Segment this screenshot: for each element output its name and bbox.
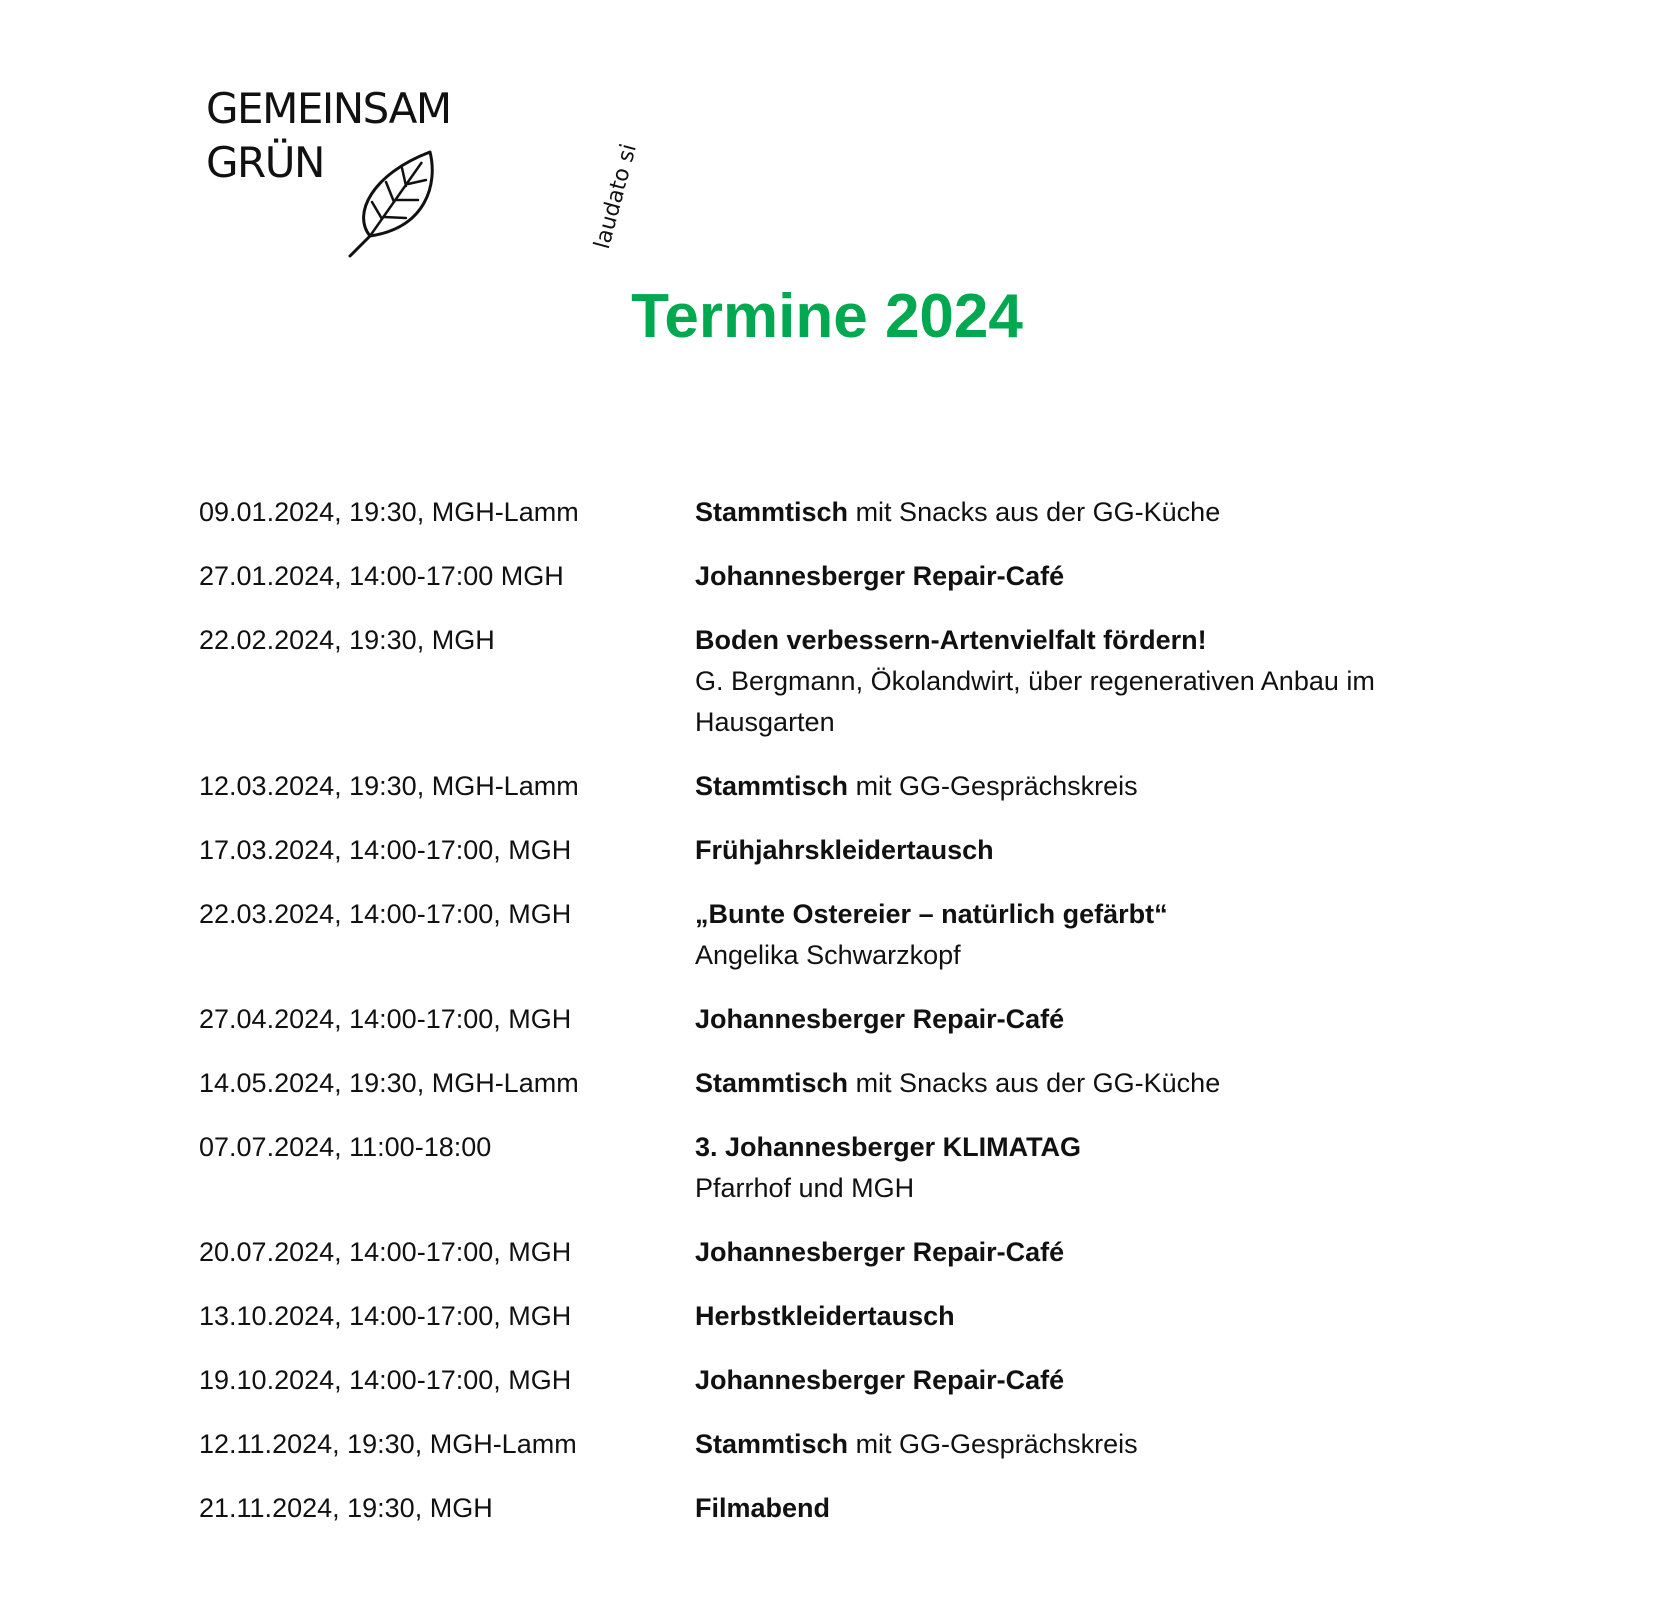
event-subtitle: mit GG-Gesprächskreis bbox=[848, 1429, 1138, 1459]
event-subtitle: mit Snacks aus der GG-Küche bbox=[848, 497, 1221, 527]
event-info bbox=[695, 999, 1459, 1040]
event-date-location: 19.10.2024, 14:00-17:00, MGH bbox=[199, 1365, 572, 1395]
event-row bbox=[199, 1296, 1459, 1337]
event-info bbox=[695, 556, 1459, 597]
event-row bbox=[199, 830, 1459, 871]
event-title: „Bunte Ostereier – natürlich gefärbt“ bbox=[695, 899, 1168, 929]
event-info bbox=[695, 894, 1459, 976]
event-row bbox=[199, 1488, 1459, 1529]
event-title: Filmabend bbox=[695, 1493, 831, 1523]
event-info bbox=[695, 1360, 1459, 1401]
event-row bbox=[199, 766, 1459, 807]
page-title: Termine 2024 bbox=[631, 282, 1023, 351]
event-info bbox=[695, 1232, 1459, 1273]
event-title: Stammtisch bbox=[695, 1429, 849, 1459]
event-title: Johannesberger Repair-Café bbox=[695, 1237, 1065, 1267]
event-date-location: 07.07.2024, 11:00-18:00 bbox=[199, 1132, 492, 1162]
event-row bbox=[199, 1424, 1459, 1465]
event-date-location: 12.11.2024, 19:30, MGH-Lamm bbox=[199, 1429, 577, 1459]
event-title: 3. Johannesberger KLIMATAG bbox=[695, 1132, 1082, 1162]
event-list bbox=[199, 492, 1459, 1552]
event-date-location: 14.05.2024, 19:30, MGH-Lamm bbox=[199, 1068, 579, 1098]
event-row bbox=[199, 620, 1459, 743]
event-info bbox=[695, 620, 1459, 743]
event-info bbox=[695, 492, 1459, 533]
event-date-location: 27.04.2024, 14:00-17:00, MGH bbox=[199, 1004, 572, 1034]
event-date-location: 22.02.2024, 19:30, MGH bbox=[199, 625, 495, 655]
event-info bbox=[695, 1296, 1459, 1337]
event-row bbox=[199, 1360, 1459, 1401]
event-info bbox=[695, 1488, 1459, 1529]
event-date-location: 09.01.2024, 19:30, MGH-Lamm bbox=[199, 497, 579, 527]
event-description: G. Bergmann, Ökolandwirt, über regenerativen Anbau im Hausgarten bbox=[695, 666, 1375, 737]
event-title: Johannesberger Repair-Café bbox=[695, 1004, 1065, 1034]
logo bbox=[206, 84, 642, 268]
logo-tagline: laudato si bbox=[589, 141, 642, 252]
event-info bbox=[695, 766, 1459, 807]
event-subtitle: mit GG-Gesprächskreis bbox=[848, 771, 1138, 801]
event-row bbox=[199, 894, 1459, 976]
event-date-location: 17.03.2024, 14:00-17:00, MGH bbox=[199, 835, 572, 865]
event-info bbox=[695, 1424, 1459, 1465]
event-date-location: 20.07.2024, 14:00-17:00, MGH bbox=[199, 1237, 572, 1267]
event-info bbox=[695, 830, 1459, 871]
event-date-location: 27.01.2024, 14:00-17:00 MGH bbox=[199, 561, 564, 591]
event-info bbox=[695, 1063, 1459, 1104]
event-row bbox=[199, 492, 1459, 533]
event-description: Pfarrhof und MGH bbox=[695, 1173, 915, 1203]
event-title: Boden verbessern-Artenvielfalt fördern! bbox=[695, 625, 1207, 655]
event-row bbox=[199, 1127, 1459, 1209]
event-row bbox=[199, 1232, 1459, 1273]
event-row bbox=[199, 1063, 1459, 1104]
event-description: Angelika Schwarzkopf bbox=[695, 940, 961, 970]
logo-wordmark-line2: GRÜN bbox=[206, 138, 324, 187]
event-title: Herbstkleidertausch bbox=[695, 1301, 955, 1331]
event-row bbox=[199, 999, 1459, 1040]
leaf-icon bbox=[342, 144, 492, 264]
event-info bbox=[695, 1127, 1459, 1209]
event-date-location: 21.11.2024, 19:30, MGH bbox=[199, 1493, 493, 1523]
event-date-location: 13.10.2024, 14:00-17:00, MGH bbox=[199, 1301, 572, 1331]
event-title: Stammtisch bbox=[695, 1068, 849, 1098]
event-title: Stammtisch bbox=[695, 497, 849, 527]
event-row bbox=[199, 556, 1459, 597]
event-title: Johannesberger Repair-Café bbox=[695, 561, 1065, 591]
logo-wordmark-line1: GEMEINSAM bbox=[206, 84, 451, 133]
event-title: Johannesberger Repair-Café bbox=[695, 1365, 1065, 1395]
event-date-location: 22.03.2024, 14:00-17:00, MGH bbox=[199, 899, 572, 929]
event-date-location: 12.03.2024, 19:30, MGH-Lamm bbox=[199, 771, 579, 801]
event-subtitle: mit Snacks aus der GG-Küche bbox=[848, 1068, 1221, 1098]
event-title: Stammtisch bbox=[695, 771, 849, 801]
event-title: Frühjahrskleidertausch bbox=[695, 835, 994, 865]
